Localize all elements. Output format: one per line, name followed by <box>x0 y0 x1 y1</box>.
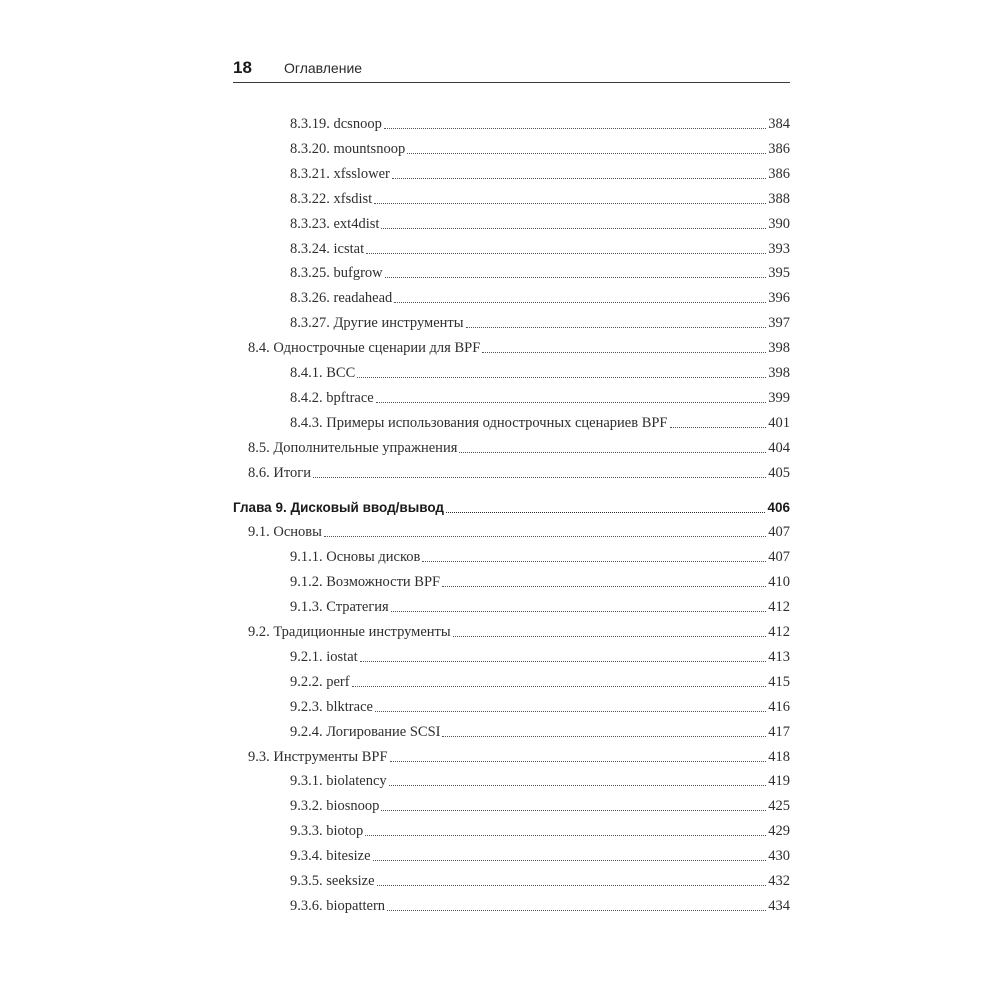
dot-leader <box>459 452 766 453</box>
toc-entry-title: 8.4.1. BCC <box>290 365 356 381</box>
toc-entry-page: 407 <box>768 549 790 565</box>
toc-entry-title: 9.2.4. Логирование SCSI <box>290 724 441 740</box>
toc-entry-page: 405 <box>768 465 790 481</box>
toc-entry-page: 434 <box>768 898 790 914</box>
dot-leader <box>313 477 766 478</box>
toc-entry-page: 384 <box>768 116 790 132</box>
dot-leader <box>442 736 766 737</box>
dot-leader <box>407 153 766 154</box>
toc-entry-page: 416 <box>768 699 790 715</box>
toc-entry-title: 8.3.22. xfsdist <box>290 191 373 207</box>
toc-entry-title: 9.3.6. biopattern <box>290 898 386 914</box>
toc-entry <box>290 694 790 716</box>
toc-entry-page: 413 <box>768 649 790 665</box>
toc-entry <box>290 868 790 890</box>
dot-leader <box>324 536 766 537</box>
dot-leader <box>442 586 766 587</box>
toc-entry-page: 393 <box>768 241 790 257</box>
toc-entry-page: 415 <box>768 674 790 690</box>
toc-chapter-entry <box>233 495 790 517</box>
toc-entry <box>290 385 790 407</box>
toc-entry-title: 9.2.1. iostat <box>290 649 358 665</box>
toc-entry-title: 9.3.4. bitesize <box>290 848 371 864</box>
toc-entry-page: 390 <box>768 216 790 232</box>
toc-entry-page: 401 <box>768 415 790 431</box>
toc-entry-title: 9.1.1. Основы дисков <box>290 549 421 565</box>
toc-entry <box>290 236 790 258</box>
dot-leader <box>389 785 767 786</box>
toc-entry-title: 8.3.26. readahead <box>290 290 393 306</box>
toc-entry-title: 8.3.21. xfsslower <box>290 166 390 182</box>
toc-entry <box>290 793 790 815</box>
toc-entry <box>248 460 790 482</box>
toc-entry <box>290 719 790 741</box>
toc-entry <box>290 136 790 158</box>
toc-entry-title: 8.4.3. Примеры использования однострочных сценариев BPF <box>290 415 668 431</box>
toc-entry-title: 9.3.3. biotop <box>290 823 364 839</box>
toc-entry-page: 404 <box>768 440 790 456</box>
toc-entry <box>290 544 790 566</box>
toc-entry-title: 9.3.1. biolatency <box>290 773 387 789</box>
toc-entry-title: 8.3.19. dcsnoop <box>290 116 382 132</box>
toc-entry-page: 432 <box>768 873 790 889</box>
dot-leader <box>360 661 767 662</box>
toc-entry <box>290 644 790 666</box>
toc-entry-title: 9.1. Основы <box>248 524 322 540</box>
dot-leader <box>374 203 766 204</box>
toc-entry-page: 412 <box>768 624 790 640</box>
toc-entry-page: 419 <box>768 773 790 789</box>
toc-entry <box>248 435 790 457</box>
toc-entry-page: 399 <box>768 390 790 406</box>
toc-entry-page: 388 <box>768 191 790 207</box>
toc-entry-title: 8.5. Дополнительные упражнения <box>248 440 458 456</box>
dot-leader <box>384 128 766 129</box>
toc-entry <box>290 569 790 591</box>
toc-entry-title: 9.3.5. seeksize <box>290 873 375 889</box>
toc-entry-title: 8.3.20. mountsnoop <box>290 141 406 157</box>
toc-entry-page: 418 <box>768 749 790 765</box>
toc-entry <box>290 594 790 616</box>
toc-entry-title: Глава 9. Дисковый ввод/вывод <box>233 500 444 515</box>
dot-leader <box>376 402 767 403</box>
toc-entry <box>290 843 790 865</box>
toc-entry-title: 9.1.2. Возможности BPF <box>290 574 441 590</box>
toc-entry <box>290 285 790 307</box>
toc-entry-page: 412 <box>768 599 790 615</box>
toc-entry-page: 430 <box>768 848 790 864</box>
toc-entry-title: 9.2.3. blktrace <box>290 699 373 715</box>
toc-entry-page: 398 <box>768 365 790 381</box>
toc-entry-page: 406 <box>767 500 790 515</box>
dot-leader <box>366 253 766 254</box>
toc-entry-page: 395 <box>768 265 790 281</box>
toc-entry <box>290 669 790 691</box>
toc-entry-title: 8.6. Итоги <box>248 465 311 481</box>
dot-leader <box>365 835 766 836</box>
dot-leader <box>373 860 767 861</box>
dot-leader <box>352 686 767 687</box>
toc-entry-title: 9.3. Инструменты BPF <box>248 749 388 765</box>
toc-entry <box>290 768 790 790</box>
dot-leader <box>381 228 766 229</box>
toc-entry <box>248 519 790 541</box>
toc-entry-title: 8.3.27. Другие инструменты <box>290 315 464 331</box>
dot-leader <box>392 178 766 179</box>
toc-entry-page: 386 <box>768 166 790 182</box>
dot-leader <box>453 636 767 637</box>
toc-entry-title: 8.3.25. bufgrow <box>290 265 383 281</box>
toc-entry-page: 398 <box>768 340 790 356</box>
toc-entry-page: 425 <box>768 798 790 814</box>
dot-leader <box>391 611 767 612</box>
dot-leader <box>390 761 767 762</box>
toc-entry-page: 397 <box>768 315 790 331</box>
toc-entry <box>290 111 790 133</box>
toc-entry-title: 8.3.24. icstat <box>290 241 365 257</box>
running-title: Оглавление <box>284 60 363 76</box>
toc-entry-page: 407 <box>768 524 790 540</box>
toc-entry <box>290 260 790 282</box>
dot-leader <box>385 277 767 278</box>
dot-leader <box>375 711 766 712</box>
toc-entry <box>290 211 790 233</box>
toc-entry-title: 9.1.3. Стратегия <box>290 599 389 615</box>
dot-leader <box>422 561 766 562</box>
toc-entry-page: 386 <box>768 141 790 157</box>
page-number: 18 <box>233 58 252 77</box>
toc-entry-title: 8.4.2. bpftrace <box>290 390 374 406</box>
dot-leader <box>482 352 766 353</box>
toc-entry <box>290 186 790 208</box>
toc-entry-title: 9.3.2. biosnoop <box>290 798 380 814</box>
toc-entry-page: 410 <box>768 574 790 590</box>
toc-entry <box>248 619 790 641</box>
toc-entry-page: 396 <box>768 290 790 306</box>
toc-entry-page: 429 <box>768 823 790 839</box>
toc-entry <box>290 410 790 432</box>
toc-entry <box>290 310 790 332</box>
dot-leader <box>381 810 766 811</box>
dot-leader <box>446 512 765 513</box>
toc-entry-title: 9.2.2. perf <box>290 674 350 690</box>
dot-leader <box>466 327 767 328</box>
toc-entry <box>290 360 790 382</box>
toc-entry-title: 8.4. Однострочные сценарии для BPF <box>248 340 481 356</box>
dot-leader <box>377 885 767 886</box>
dot-leader <box>394 302 766 303</box>
toc-entry <box>248 335 790 357</box>
toc-entry-page: 417 <box>768 724 790 740</box>
dot-leader <box>357 377 766 378</box>
dot-leader <box>670 427 767 428</box>
toc-entry <box>248 744 790 766</box>
toc-entry-title: 8.3.23. ext4dist <box>290 216 380 232</box>
toc-entry <box>290 161 790 183</box>
toc-entry <box>290 893 790 915</box>
toc-entry <box>290 818 790 840</box>
toc-entry-title: 9.2. Традиционные инструменты <box>248 624 451 640</box>
dot-leader <box>387 910 766 911</box>
